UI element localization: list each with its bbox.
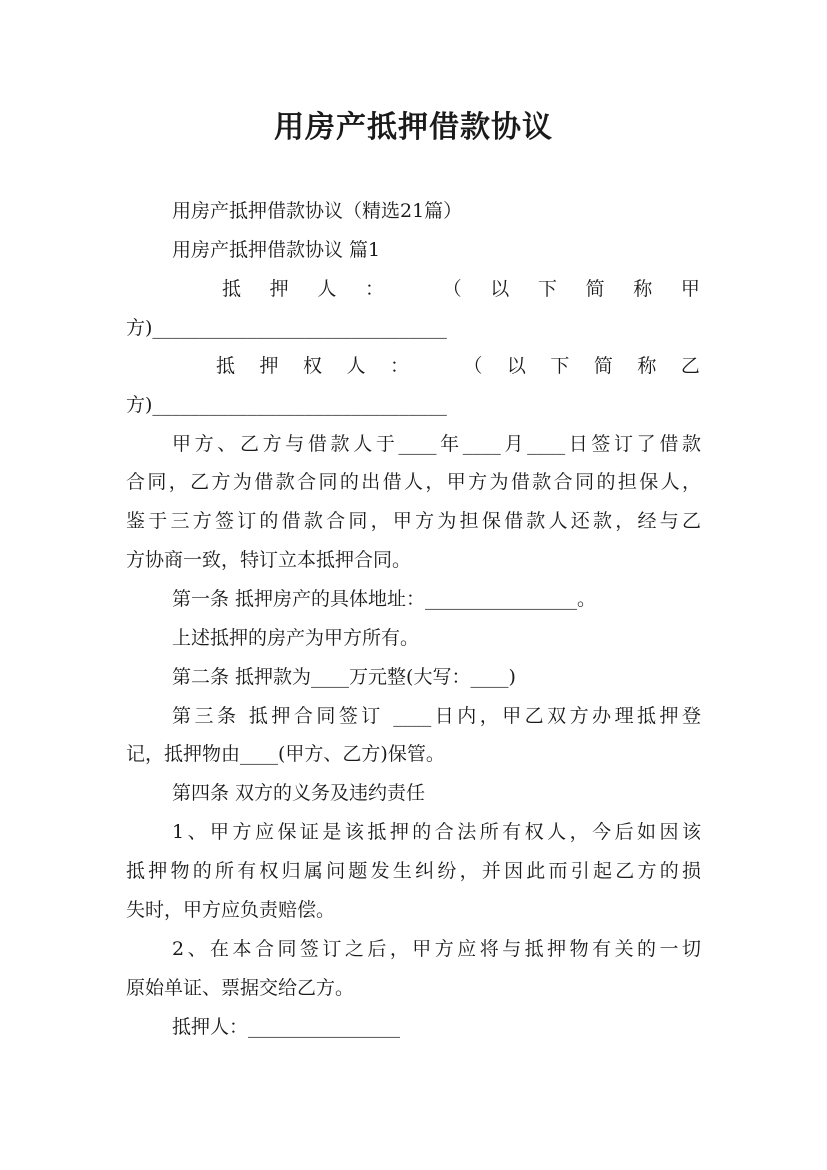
mortgagor-blank-line: 方)_______________________________ [126,317,447,339]
clause-one-cont: 抵押物的所有权归属问题发生纠纷，并因此而引起乙方的损 [126,860,701,882]
article-two: 第二条 抵押款为____万元整(大写：____) [172,666,516,688]
article-three-cont: 记，抵押物由____(甲方、乙方)保管。 [126,743,445,765]
paragraph-line: 鉴于三方签订的借款合同，甲方为担保借款人还款，经与乙 [126,510,701,532]
subtitle-line: 用房产抵押借款协议（精选21篇） [172,200,463,222]
article-three: 第三条 抵押合同签订 ____日内，甲乙双方办理抵押登 [172,705,701,727]
mortgagor-label-line: 抵 押 人 ： （ 以 下 简 称 甲 [222,278,700,300]
clause-two-end: 原始单证、票据交给乙方。 [126,977,355,999]
mortgagee-blank-line: 方)_______________________________ [126,394,447,416]
clause-one: 1、甲方应保证是该抵押的合法所有权人，今后如因该 [172,821,701,843]
article-four: 第四条 双方的义务及违约责任 [172,782,426,804]
mortgagee-label-line: 抵 押 权 人 ： （ 以 下 简 称 乙 [216,355,700,377]
document-title: 用房产抵押借款协议 [274,110,553,145]
paragraph-line: 甲方、乙方与借款人于____年____月____日签订了借款 [172,433,701,455]
paragraph-line: 合同，乙方为借款合同的出借人，甲方为借款合同的担保人， [126,471,701,493]
paragraph-line: 方协商一致，特订立本抵押合同。 [126,549,412,571]
ownership-note: 上述抵押的房产为甲方所有。 [172,627,420,649]
clause-two: 2、在本合同签订之后，甲方应将与抵押物有关的一切 [172,938,701,960]
section-heading: 用房产抵押借款协议 篇1 [172,239,381,261]
mortgagor-signature-line: 抵押人：________________ [172,1016,401,1038]
clause-one-end: 失时，甲方应负责赔偿。 [126,899,336,921]
article-one: 第一条 抵押房产的具体地址：________________。 [172,588,597,610]
